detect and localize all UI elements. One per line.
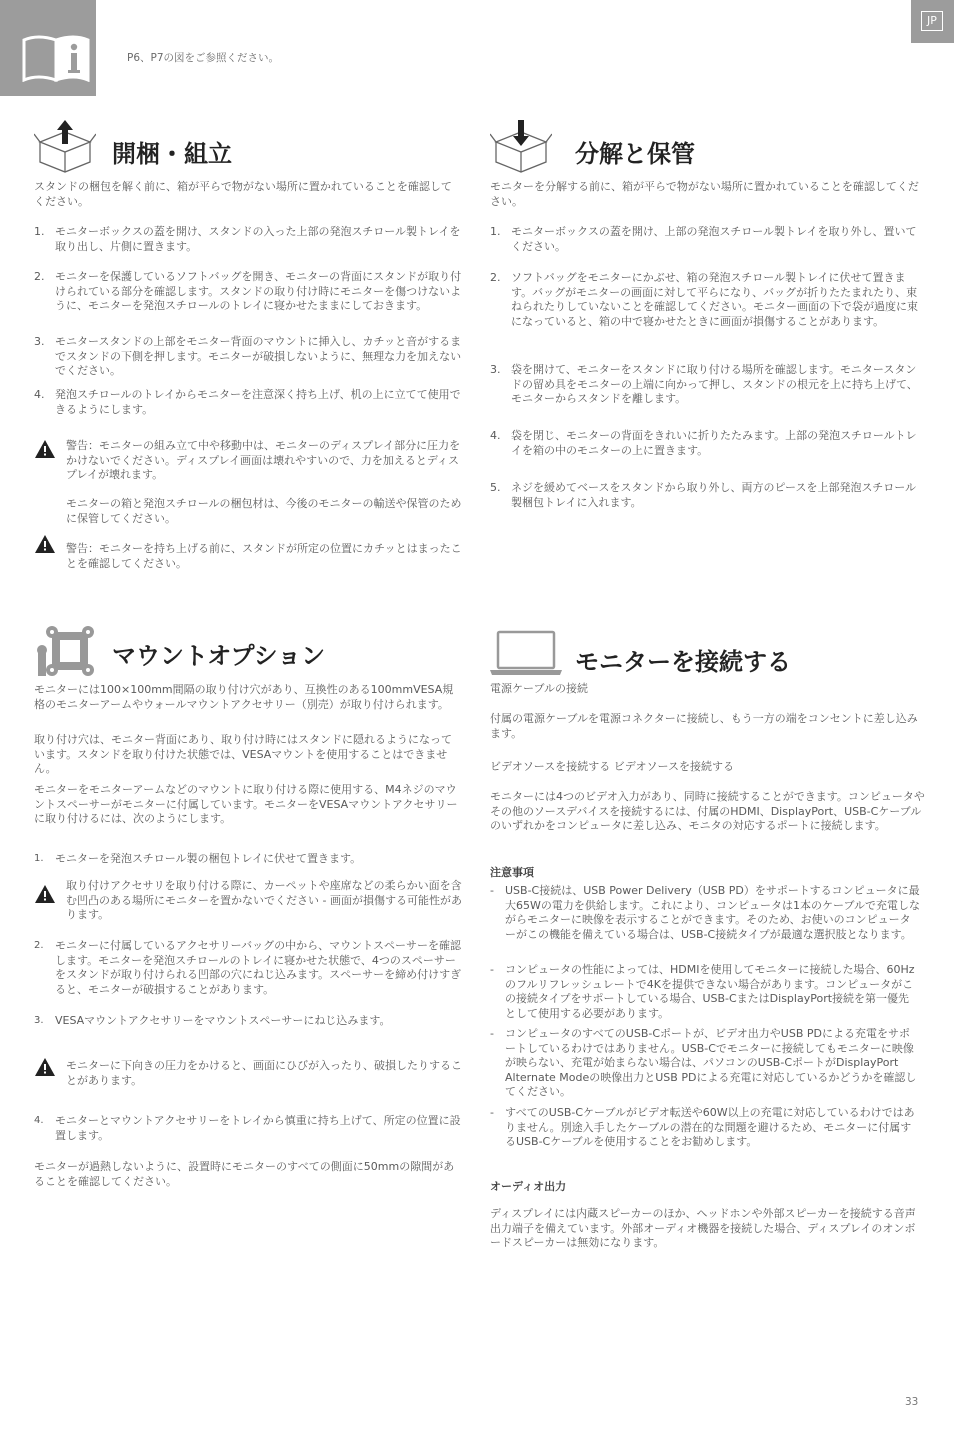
header-icon-block [0,0,96,96]
warning-triangle-icon [35,440,55,458]
mount-para-3: モニターをモニターアームなどのマウントに取り付ける際に使用する、M4ネジのマウントスペーサーがモニターに付属しています。モニターをVESAマウントアクセサリーに取り付けるには、次のようにします。 [34,783,458,825]
note-3: コンピュータのすべてのUSB-Cポートが、ビデオ出力やUSB PDによる充電をサポートしているわけではありません。USB-Cでモニターに接続してもモニターに映像が映らない、充電が始まらない場合は、パソコンのUSB-CポートがDisplayPort Alternate Modeの映像出力とUSB PDによる充電に対応しているかどうかを確認してください。 [505,1027,917,1098]
mount-step-1-number: 1. [34,853,44,864]
video-text: モニターには4つのビデオ入力があり、同時に接続することができます。コンピュータやその他のソースデバイスを接続するには、付属のHDMI、DisplayPort、USB-Cケーブルのいずれかをコンピュータに差し込み、モニタの対応するポートに接続します。 [490,790,925,832]
vesa-mount-icon [34,626,98,678]
page-number: 33 [905,1396,919,1408]
unpack-step-4-text: 発泡スチロールのトレイからモニターを注意深く持ち上げ、机の上に立てて使用できるようにします。 [55,388,461,416]
mount-para-2: 取り付け穴は、モニター背面にあり、取り付け時にはスタンドに隠れるようになっています。スタンドを取り付けた状態では、VESAマウントを使用することはできません。 [34,733,452,775]
book-info-icon [22,34,90,82]
power-heading: 電源ケーブルの接続 [490,682,589,695]
box-arrow-up-icon [34,118,96,174]
note-bullet: - [490,1106,494,1119]
unpack-step-1-text: モニターボックスの蓋を開け、スタンドの入った上部の発泡スチロール製トレイを取り出し、片側に置きます。 [55,225,461,253]
mount-step-4-text: モニターとマウントアクセサリーをトレイから慎重に持ち上げて、所定の位置に設置します。 [55,1114,461,1142]
language-badge [911,0,954,43]
language-label: JP [921,11,943,31]
audio-heading: オーディオ出力 [490,1180,567,1193]
mount-step-4-number: 4. [34,1115,44,1126]
unpack-step-3-text: モニタースタンドの上部をモニター背面のマウントに挿入し、カチッと音がするまでスタンドの下側を押します。モニターが破損しないように、無理な力を加えないでください。 [55,335,462,377]
unpack-warning-2: 警告：モニターを持ち上げる前に、スタンドが所定の位置にカチッとはまったことを確認してください。 [66,542,462,570]
unpack-note: モニターの箱と発泡スチロールの梱包材は、今後のモニターの輸送や保管のために保管してください。 [66,497,462,525]
mount-warning-1: 取り付けアクセサリを取り付ける際に、カーペットや座席などの柔らかい面を含む凹凸のある場所にモニターを置かないでください - 画面が損傷する可能性があります。 [66,879,462,921]
power-text: 付属の電源ケーブルを電源コネクターに接続し、もう一方の端をコンセントに差し込みます。 [490,712,918,740]
unpack-step-1-number: 1. [34,225,45,238]
note-bullet: - [490,963,494,976]
disassemble-step-5-number: 5. [490,481,501,494]
disassemble-step-2-number: 2. [490,271,501,284]
unpack-warning-1: 警告：モニターの組み立て中や移動中は、モニターのディスプレイ部分に圧力をかけないでください。ディスプレイ画面は壊れやすいので、力を加えるとディスプレイが壊れます。 [66,439,461,481]
unpack-step-2-number: 2. [34,270,45,283]
mount-step-2-text: モニターに付属しているアクセサリーバッグの中から、マウントスペーサーを確認します。モニターを発泡スチロールのトレイに寝かせた状態で、4つのスペーサーをスタンドが取り付けられる凹部の穴にねじ込みます。スペーサーを締め付けすぎると、モニターが破損することがあります。 [55,939,462,996]
mount-title: マウントオプション [112,642,326,670]
warning-triangle-icon [35,535,55,553]
unpack-intro: スタンドの梱包を解く前に、箱が平らで物がない場所に置かれていることを確認してください。 [34,180,452,208]
unpack-step-2-text: モニターを保護しているソフトバッグを開き、モニターの背面にスタンドが取り付けられている部分を確認します。スタンドの取り付け時にモニターを傷つけないように、モニターを発泡スチロールのトレイに寝かせたままにしておきます。 [55,270,462,312]
note-1: USB-C接続は、USB Power Delivery（USB PD）をサポートするコンピュータに最大65Wの電力を供給します。これにより、コンピュータは1本のケーブルで充電しながらモニターに映像を表示することができます。そのため、お使いのコンピューターがこの機能を備えている場合は、USB-C接続タイプが最適な選択肢となります。 [505,884,920,941]
disassemble-intro: モニターを分解する前に、箱が平らで物がない場所に置かれていることを確認してください。 [490,180,919,208]
disassemble-step-1-text: モニターボックスの蓋を開け、上部の発泡スチロール製トレイを取り外し、置いてください。 [511,225,917,253]
audio-text: ディスプレイには内蔵スピーカーのほか、ヘッドホンや外部スピーカーを接続する音声出力端子を備えています。外部オーディオ機器を接続した場合、ディスプレイのオンボードスピーカーは無効になります。 [490,1207,916,1249]
warning-triangle-icon [35,1058,55,1076]
disassemble-step-5-text: ネジを緩めてベースをスタンドから取り外し、両方のピースを上部発泡スチロール製梱包トレイに入れます。 [511,481,917,509]
warning-triangle-icon [35,885,55,903]
disassemble-step-2-text: ソフトバッグをモニターにかぶせ、箱の発泡スチロール製トレイに伏せて置きます。バッグがモニターの画面に対して平らになり、バッグが折りたたまれたり、束ねられたりしていないことを確認してください。モニター画面の下で袋が過度に束になっていると、箱の中で寝かせたときに画面が損傷することがあります。 [511,271,918,328]
unpack-step-4-number: 4. [34,388,45,401]
note-bullet: - [490,884,494,897]
notes-heading: 注意事項 [490,866,534,879]
disassemble-title: 分解と保管 [575,140,695,168]
mount-warning-2: モニターに下向きの圧力をかけると、画面にひびが入ったり、破損したりすることがあります。 [66,1059,462,1087]
mount-step-2-number: 2. [34,940,44,951]
disassemble-step-4-number: 4. [490,429,501,442]
mount-footer-note: モニターが過熱しないように、設置時にモニターのすべての側面に50mmの隙間があることを確認してください。 [34,1160,455,1188]
unpack-step-3-number: 3. [34,335,45,348]
disassemble-step-3-number: 3. [490,363,501,376]
note-2: コンピュータの性能によっては、HDMIを使用してモニターに接続した場合、60Hzのフルリフレッシュレートで4Kを提供できない場合があります。コンピュータがこの接続タイプをサポートしている場合、USB-CまたはDisplayPort接続を第一優先として使用する必要があります。 [505,963,915,1020]
disassemble-step-4-text: 袋を閉じ、モニターの背面をきれいに折りたたみます。上部の発泡スチロールトレイを箱の中のモニターの上に置きます。 [511,429,917,457]
mount-step-1-text: モニターを発泡スチロール製の梱包トレイに伏せて置きます。 [55,852,362,865]
disassemble-step-3-text: 袋を開けて、モニターをスタンドに取り付ける場所を確認します。モニタースタンドの留め具をモニターの上端に向かって押し、スタンドの根元を上に持ち上げて、モニターからスタンドを離します。 [511,363,918,405]
disassemble-step-1-number: 1. [490,225,501,238]
box-arrow-down-icon [490,118,552,174]
video-heading: ビデオソースを接続する ビデオソースを接続する [490,760,734,773]
unpack-title: 開梱・組立 [112,140,232,168]
note-bullet: - [490,1027,494,1040]
page-reference: P6、P7の図をご参照ください。 [127,52,280,64]
mount-para-1: モニターには100×100mm間隔の取り付け穴があり、互換性のある100mmVESA規格のモニターアームやウォールマウントアクセサリー（別売）が取り付けられます。 [34,683,454,711]
laptop-icon [490,630,562,676]
connect-title: モニターを接続する [575,648,791,676]
mount-step-3-number: 3. [34,1015,44,1026]
mount-step-3-text: VESAマウントアクセサリーをマウントスペーサーにねじ込みます。 [55,1014,391,1027]
note-4: すべてのUSB-Cケーブルがビデオ転送や60W以上の充電に対応しているわけではありません。別途入手したケーブルの潜在的な問題を避けるため、モニターに付属するUSB-Cケーブルを使用することをお勧めします。 [505,1106,915,1148]
